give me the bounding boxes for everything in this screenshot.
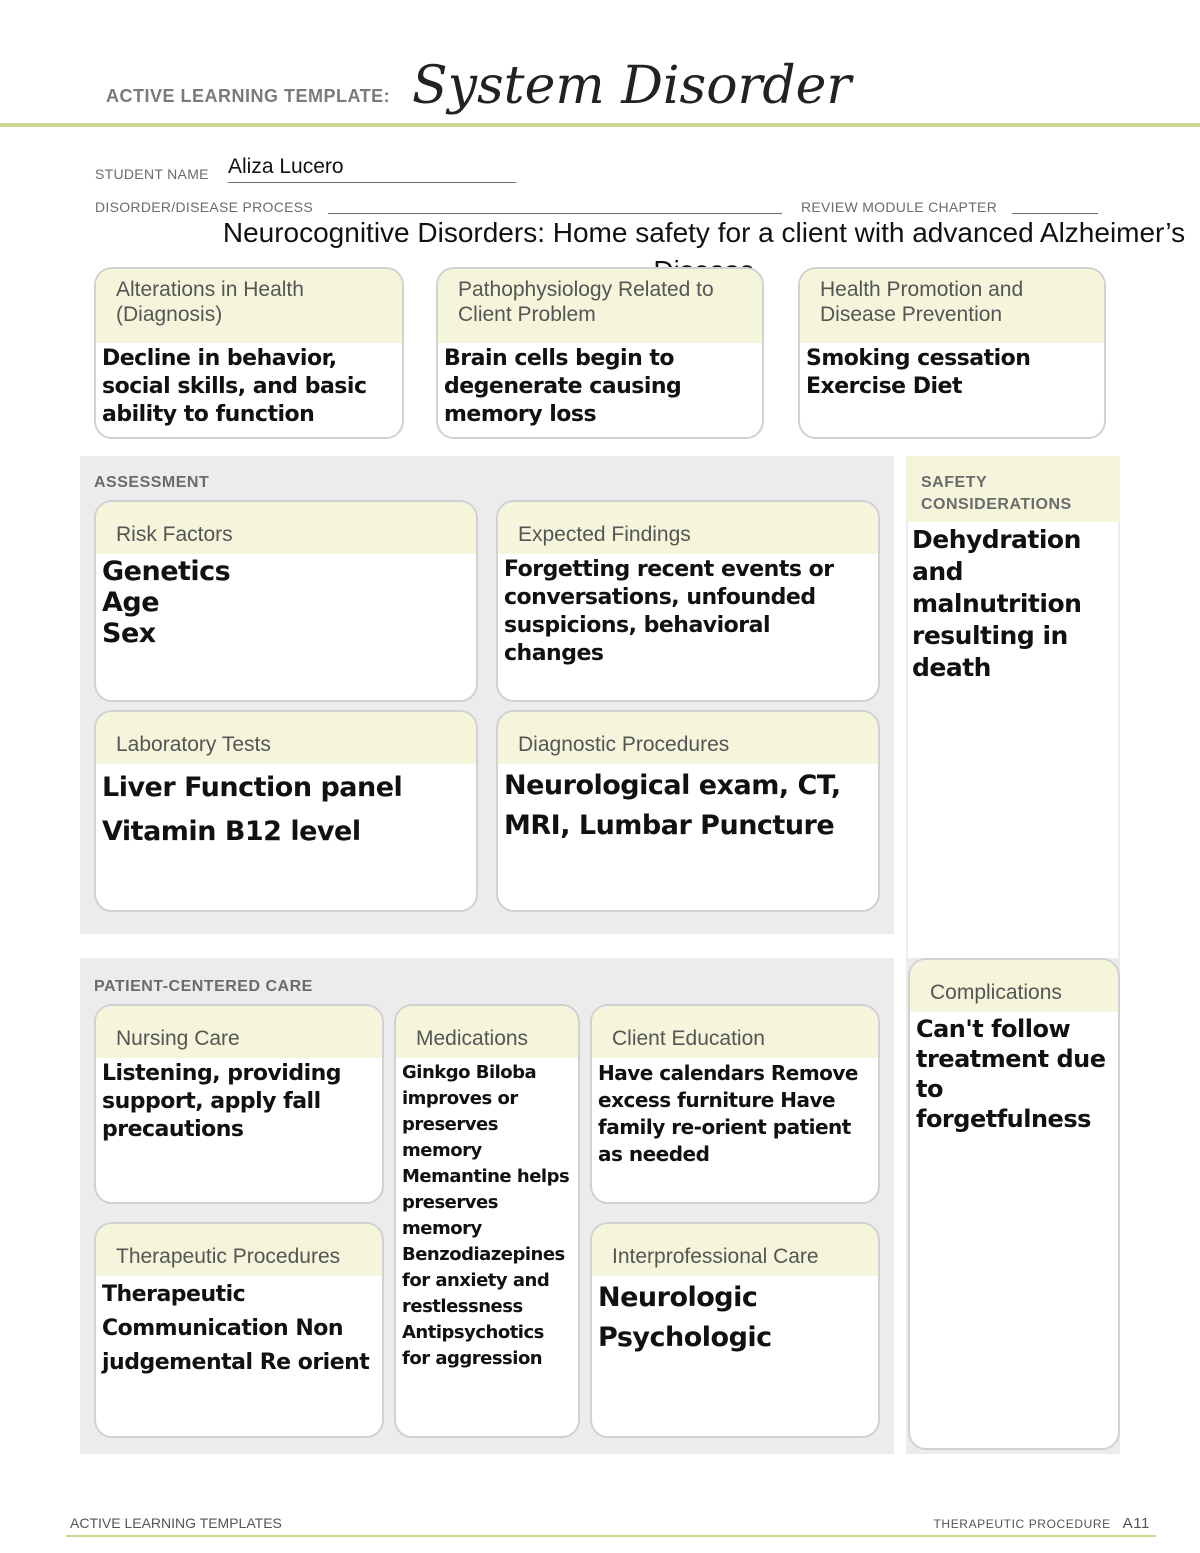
nursing-care-title: Nursing Care bbox=[96, 1006, 382, 1058]
laboratory-tests-box[interactable] bbox=[94, 710, 478, 912]
diagnostic-procedures-content: Neurological exam, CT, MRI, Lumbar Puncture bbox=[504, 770, 841, 841]
laboratory-tests-title: Laboratory Tests bbox=[96, 712, 476, 764]
health-promotion-title: Health Promotion and Disease Prevention bbox=[800, 269, 1104, 343]
student-name-value: Aliza Lucero bbox=[228, 155, 344, 178]
student-name-field[interactable] bbox=[228, 155, 516, 183]
nursing-care-box[interactable] bbox=[94, 1004, 384, 1204]
laboratory-tests-content: Liver Function panel Vitamin B12 level bbox=[102, 772, 403, 847]
disorder-label: DISORDER/DISEASE PROCESS bbox=[95, 199, 314, 215]
medications-title: Medications bbox=[396, 1006, 578, 1058]
footer-right-text: THERAPEUTIC PROCEDURE bbox=[933, 1517, 1111, 1531]
interprofessional-care-title: Interprofessional Care bbox=[592, 1224, 878, 1276]
template-label: ACTIVE LEARNING TEMPLATE: bbox=[106, 86, 391, 106]
risk-factors-title: Risk Factors bbox=[96, 502, 476, 554]
therapeutic-procedures-content: Therapeutic Communication Non judgemental Re orient bbox=[102, 1282, 370, 1375]
footer-right bbox=[934, 1515, 1151, 1532]
disorder-value: Neurocognitive Disorders: Home safety for a client with advanced Alzheimer’s bbox=[222, 217, 1186, 248]
pathophysiology-content: Brain cells begin to degenerate causing memory loss bbox=[444, 346, 682, 427]
client-education-box[interactable] bbox=[590, 1004, 880, 1204]
complications-title: Complications bbox=[910, 960, 1118, 1012]
alterations-title: Alterations in Health (Diagnosis) bbox=[96, 269, 402, 343]
footer-left-text: ACTIVE LEARNING TEMPLATES bbox=[70, 1515, 282, 1531]
safety-title: SAFETY CONSIDERATIONS bbox=[921, 474, 1072, 513]
medications-box[interactable] bbox=[394, 1004, 580, 1438]
review-module-field[interactable] bbox=[1012, 198, 1098, 214]
complications-box[interactable] bbox=[908, 958, 1120, 1450]
interprofessional-care-content: Neurologic Psychologic bbox=[598, 1282, 772, 1353]
health-promotion-content: Smoking cessation Exercise Diet bbox=[806, 346, 1031, 399]
student-name-label: STUDENT NAME bbox=[95, 166, 209, 182]
medications-content: Ginkgo Biloba improves or preserves memory Memantine helps preserves memory Benzodiazepines for anxiety and restlessness Antipsychotics for aggression bbox=[402, 1062, 570, 1369]
complications-content: Can't follow treatment due to forgetfulness bbox=[916, 1015, 1106, 1133]
risk-factors-content: Genetics Age Sex bbox=[102, 556, 231, 649]
review-module-label: REVIEW MODULE CHAPTER bbox=[801, 199, 998, 215]
client-education-content: Have calendars Remove excess furniture Have family re-orient patient as needed bbox=[598, 1061, 858, 1166]
diagnostic-procedures-box[interactable] bbox=[496, 710, 880, 912]
patient-centered-care-title: PATIENT-CENTERED CARE bbox=[94, 978, 313, 995]
alterations-content: Decline in behavior, social skills, and basic ability to function bbox=[102, 346, 367, 427]
expected-findings-box[interactable] bbox=[496, 500, 880, 702]
health-promotion-box[interactable] bbox=[798, 267, 1106, 439]
header-divider bbox=[0, 123, 1200, 127]
risk-factors-box[interactable] bbox=[94, 500, 478, 702]
safety-content: Dehydration and malnutrition resulting in death bbox=[912, 525, 1082, 682]
pathophysiology-box[interactable] bbox=[436, 267, 764, 439]
template-title: System Disorder bbox=[412, 56, 852, 116]
page-number: A11 bbox=[1122, 1515, 1150, 1532]
nursing-care-content: Listening, providing support, apply fall precautions bbox=[102, 1061, 342, 1142]
expected-findings-title: Expected Findings bbox=[498, 502, 878, 554]
therapeutic-procedures-box[interactable] bbox=[94, 1222, 384, 1438]
pathophysiology-title: Pathophysiology Related to Client Problem bbox=[438, 269, 762, 343]
therapeutic-procedures-title: Therapeutic Procedures bbox=[96, 1224, 382, 1276]
expected-findings-content: Forgetting recent events or conversations, unfounded suspicions, behavioral changes bbox=[504, 557, 834, 666]
assessment-title: ASSESSMENT bbox=[94, 474, 210, 491]
interprofessional-care-box[interactable] bbox=[590, 1222, 880, 1438]
diagnostic-procedures-title: Diagnostic Procedures bbox=[498, 712, 878, 764]
safety-area[interactable] bbox=[908, 522, 1118, 958]
alterations-box[interactable] bbox=[94, 267, 404, 439]
footer-divider bbox=[66, 1535, 1156, 1537]
disorder-field[interactable] bbox=[328, 198, 782, 214]
client-education-title: Client Education bbox=[592, 1006, 878, 1058]
